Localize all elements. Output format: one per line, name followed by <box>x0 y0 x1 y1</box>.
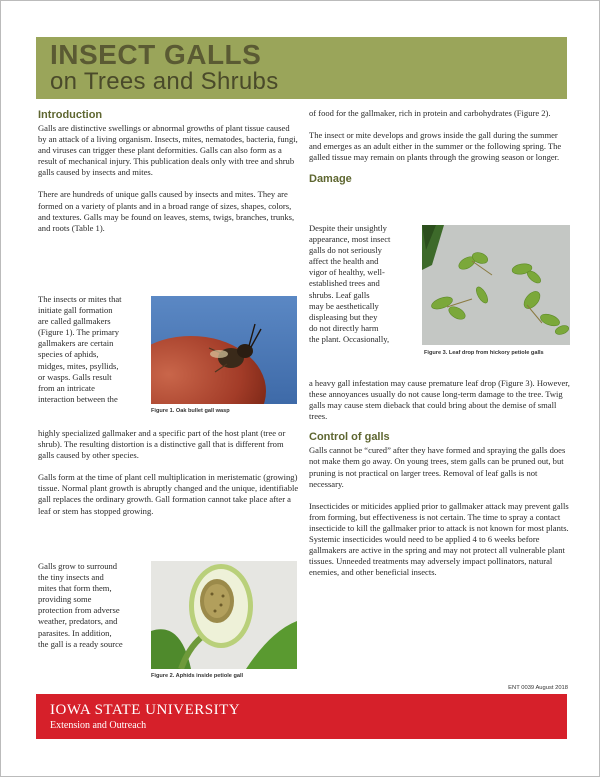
control-paragraph-1: Galls cannot be “cured” after they have formed and spraying the galls does not make them go away. On young trees, stem galls can be pruned out, but pruning is not practical on larger trees. Removal of leaf galls is not necessary. <box>309 445 566 489</box>
damage-paragraph-rest: a heavy gall infestation may cause premature leaf drop (Figure 3). However, these annoyances usually do not cause long-term damage to the tree. Twig galls may cause stem dieback that could bring about the demise of small trees. <box>309 378 570 422</box>
damage-line: established trees and <box>309 278 380 289</box>
intro-p3-line: species of aphids, <box>38 349 99 360</box>
figure-3-caption: Figure 3. Leaf drop from hickory petiole galls <box>424 350 544 356</box>
intro-p5-line: parasites. In addition, <box>38 627 112 638</box>
intro-p5-line: the gall is a ready source <box>38 638 123 649</box>
damage-line: the plant. Occasionally, <box>309 333 390 344</box>
intro-paragraph-5-wrap <box>38 561 153 650</box>
damage-line: do not directly harm <box>309 322 379 333</box>
university-footer <box>36 694 567 739</box>
title-banner <box>36 37 567 99</box>
intro-paragraph-3-wrap <box>38 294 153 405</box>
intro-p3-line: (Figure 1). The primary <box>38 327 120 338</box>
publication-code: ENT 0039 August 2018 <box>508 685 568 691</box>
control-heading: Control of galls <box>309 431 390 444</box>
intro-p3-line: are called gallmakers <box>38 316 111 327</box>
continuation-paragraph: of food for the gallmaker, rich in protein and carbohydrates (Figure 2). <box>309 108 551 118</box>
intro-p5-line: Galls grow to surround <box>38 561 118 571</box>
intro-paragraph-1: Galls are distinctive swellings or abnormal growths of plant tissue caused by an attack of a living organism. Insects, mites, nematodes, bacteria, fungi, and viruses can trigger these plant deformities. Galls can also form as a result of mechanical injury. This publication deals only with tree and shrub galls caused by insects and mites. <box>38 123 298 178</box>
intro-p3-line: initiate gall formation <box>38 305 113 316</box>
damage-line: affect the health and <box>309 256 379 267</box>
damage-line: shrubs. Leaf galls <box>309 289 370 300</box>
intro-p3-rest-wrap <box>38 428 300 517</box>
petiole-gall-image <box>151 561 297 669</box>
right-column-top <box>309 108 571 187</box>
damage-line: may be aesthetically <box>309 300 379 311</box>
damage-heading: Damage <box>309 173 352 186</box>
intro-p5-line: the tiny insects and <box>38 572 104 583</box>
intro-p3-line: interaction between the <box>38 393 118 404</box>
intro-p5-line: protection from adverse <box>38 605 120 616</box>
figure-3-photo <box>422 225 570 345</box>
intro-paragraph-3-rest: highly specialized gallmaker and a specific part of the host plant (tree or shrub). The resulting distortion is a distinctive gall that is different from galls caused by other species. <box>38 428 286 461</box>
figure-2-photo <box>151 561 297 669</box>
intro-p5-line: weather, predators, and <box>38 616 118 627</box>
introduction-heading: Introduction <box>38 109 103 121</box>
title-line-2: on Trees and Shrubs <box>50 68 279 95</box>
damage-line: vigor of healthy, well- <box>309 267 385 278</box>
intro-paragraph-4: Galls form at the time of plant cell multiplication in meristematic (growing) tissue. Normal plant growth is abruptly changed and the unique, identifiable gall replaces the ordinary growth. Gall formation cannot take place after a leaf or stem has stopped growing. <box>38 472 299 516</box>
intro-p3-line: midges, mites, psyllids, <box>38 360 119 371</box>
damage-line: galls do not seriously <box>309 245 382 256</box>
title-line-1: INSECT GALLS <box>50 39 262 70</box>
damage-line: displeasing but they <box>309 311 378 322</box>
damage-line: Despite their unsightly <box>309 223 387 233</box>
oak-gall-wasp-image <box>151 296 297 404</box>
intro-p5-line: mites that form them, <box>38 583 112 594</box>
intro-paragraph-2: There are hundreds of unique galls caused by insects and mites. They are formed on a variety of plants and in a broad range of sizes, shapes, colors, and textures. Galls may be found on leaves, stems, twigs, branches, trunks, and roots (Table 1). <box>38 189 295 233</box>
figure-1-photo <box>151 296 297 404</box>
figure-2-caption: Figure 2. Aphids inside petiole gall <box>151 673 244 679</box>
intro-p3-line: gallmakers are certain <box>38 338 114 349</box>
intro-p5-line: providing some <box>38 594 92 605</box>
intro-p3-line: The insects or mites that <box>38 294 122 304</box>
development-paragraph: The insect or mite develops and grows inside the gall during the summer and emerges as an adult either in the summer or the following spring. The galled tissue may remain on plants through the growing season or longer. <box>309 130 562 163</box>
control-paragraph-2: Insecticides or miticides applied prior to gallmaker attack may prevent galls from forming, but effectiveness is not certain. The time to spray a contact insecticide to kill the gallmaker prior to attack is not known for most plants. Systemic insecticides would need to be applied 4 to 6 weeks before gallmakers are active in the spring and may not protect all vulnerable plant tissues. Unneeded treatments may adversely impact pollinators, natural enemies, and other beneficial insects. <box>309 500 569 578</box>
extension-label: Extension and Outreach <box>50 720 147 731</box>
left-column <box>38 109 300 234</box>
damage-paragraph-wrap <box>309 223 417 345</box>
figure-1-caption: Figure 1. Oak bullet gall wasp <box>151 408 230 414</box>
intro-p3-line: from an intricate <box>38 382 95 393</box>
damage-line: appearance, most insect <box>309 234 391 245</box>
university-name: IOWA STATE UNIVERSITY <box>50 702 241 718</box>
right-column-bottom <box>309 378 571 578</box>
intro-p3-line: or wasps. Galls result <box>38 371 112 382</box>
hickory-leaf-drop-image <box>422 225 570 345</box>
